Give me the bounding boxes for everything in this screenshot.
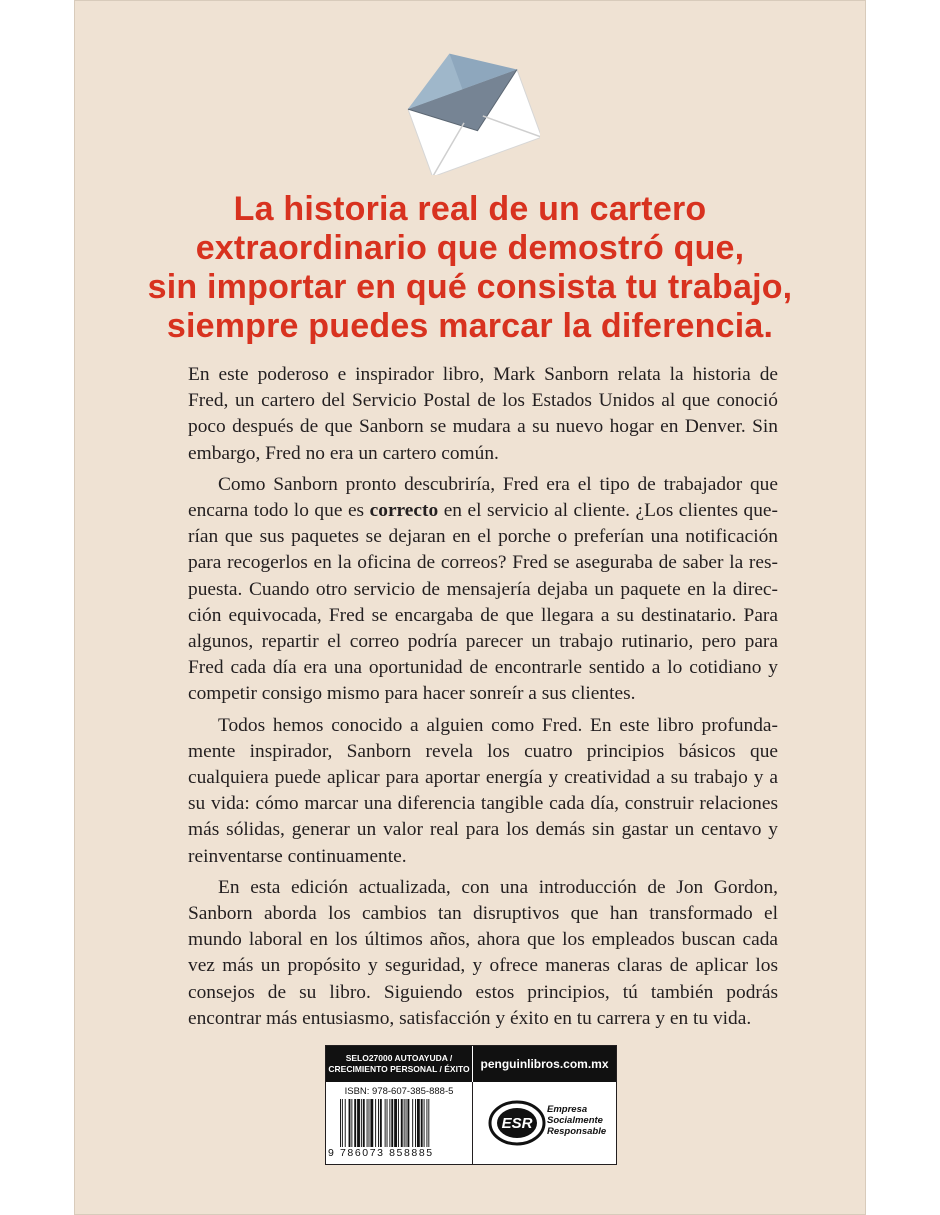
esr-line-3: Responsable xyxy=(547,1126,607,1137)
paragraph-4: En esta edición actualizada, con una introducción de Jon Gordon, Sanborn aborda los cambios tan disruptivos que han transformado el mundo laboral en los últimos años, ahora que los empleados buscan cada vez más un propósito y seguridad, y ofrece maneras claras de aplicar los consejos de su libro. Siguiendo estos principios, tú también podrás encontrar más entusiasmo, satisfacción y éxito en tu carrera y en tu vida. xyxy=(188,876,778,1029)
paragraph-2-end: en el servicio al cliente. ¿Los clientes querían que sus paquetes se dejaran en el porche o preferían una notificación para recogerlos en la oficina de correos? Fred se aseguraba de saber la respuesta. Cuando otro servicio de mensajería dejaba un paquete en la dirección equivocada, Fred se encargaba de que llegara a su destinatario. Para algunos, repartir el correo podría parecer un trabajo rutinario, pero para Fred cada día era una oportunidad de encontrarle sentido a lo cotidiano y competir consigo mismo para hacer sonreír a sus clientes. xyxy=(188,500,779,705)
category-line-1: SELO27000 AUTOAYUDA / xyxy=(345,1053,453,1063)
esr-logo xyxy=(487,1098,547,1148)
divider xyxy=(472,1082,473,1164)
paragraph-2-start: Como Sanborn pronto descubriría, Fred era el tipo de trabajador que encarna todo lo que es xyxy=(188,473,778,522)
emphasis-word: correcto xyxy=(369,500,439,522)
esr-mark: ESR xyxy=(501,1115,533,1132)
isbn: ISBN: 978-607-385-888-5 xyxy=(344,1086,454,1097)
barcode-digits: 9 786073 858885 xyxy=(328,1147,434,1159)
paragraph-3: Todos hemos conocido a alguien como Fred. En este libro profundamente inspirador, Sanborn revela los cuatro principios básicos que cualquiera puede aplicar para aportar energía y creatividad a su trabajo y a su vida: cómo marcar una diferencia tangible cada día, construir relaciones más sólidas, generar un valor real para los demás sin gastar un centavo y reinventarse continuamente. xyxy=(188,714,778,867)
category-label xyxy=(326,1046,472,1082)
headline-line: siempre puedes marcar la diferencia. xyxy=(166,307,774,345)
esr-label xyxy=(547,1104,606,1137)
barcode xyxy=(340,1099,464,1147)
envelope-icon xyxy=(400,40,540,175)
paragraph-1: En este poderoso e inspirador libro, Mark Sanborn relata la historia de Fred, un cartero del Servicio Postal de los Estados Unidos al que conoció poco después de que Sanborn se mudara a su nuevo hogar en Denver. Sin embargo, Fred no era un cartero común. xyxy=(188,364,778,464)
headline-line: La historia real de un cartero xyxy=(233,190,707,228)
paragraph-2 xyxy=(188,472,778,708)
barcode-panel xyxy=(325,1045,617,1165)
publisher-website: penguinlibros.com.mx xyxy=(473,1046,616,1082)
headline-line: extraordinario que demostró que, xyxy=(195,229,745,267)
esr-line-2: Socialmente xyxy=(547,1115,603,1126)
synopsis xyxy=(188,362,778,1032)
headline-line: sin importar en qué consista tu trabajo, xyxy=(147,268,793,306)
esr-line-1: Empresa xyxy=(547,1104,588,1115)
headline xyxy=(120,190,820,346)
category-line-2: CRECIMIENTO PERSONAL / ÉXITO xyxy=(328,1064,470,1074)
